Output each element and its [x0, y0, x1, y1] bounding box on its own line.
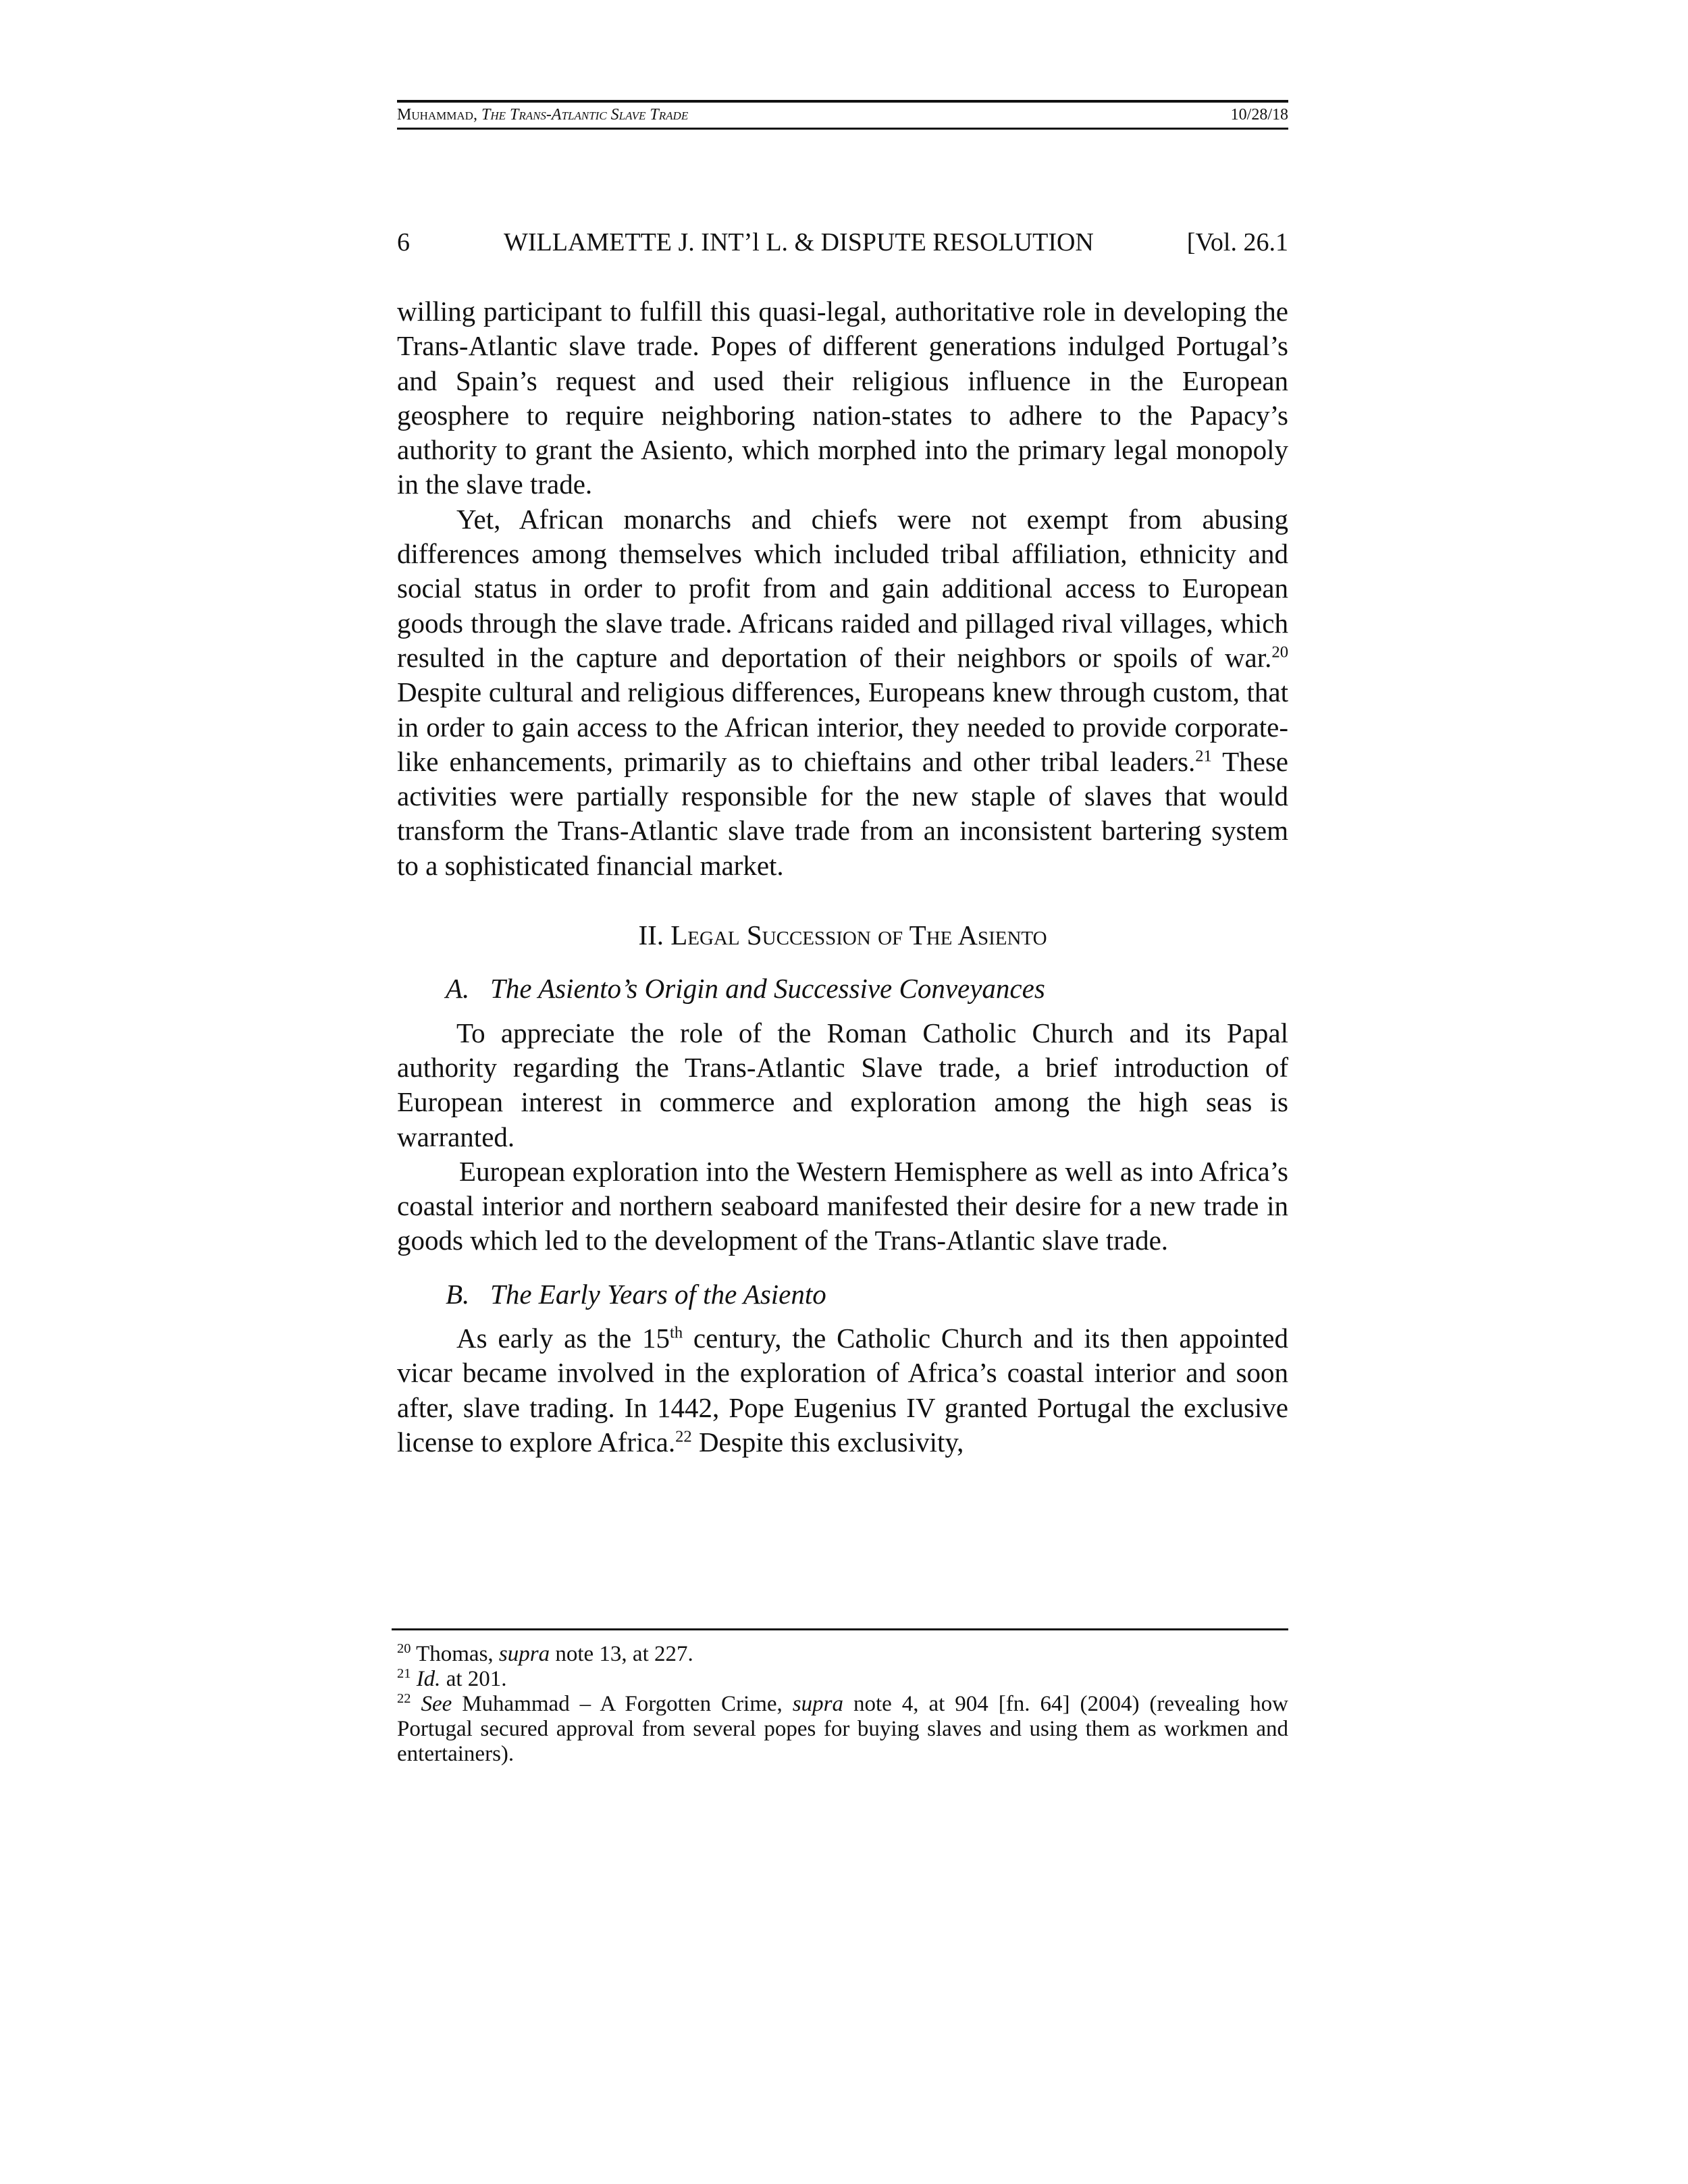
footnote-22: [397, 1692, 1288, 1767]
body-text: [397, 294, 1288, 1460]
superscript-th: th: [669, 1323, 683, 1342]
paragraph-5-text-c: Despite this exclusivity,: [691, 1426, 964, 1458]
footnotes: [397, 1642, 1288, 1767]
footnote-number: 21: [397, 1666, 411, 1681]
footnote-italic: Id.: [416, 1667, 441, 1691]
footnote-ref-21[interactable]: 21: [1195, 747, 1212, 766]
footnote-text: Thomas,: [416, 1642, 499, 1666]
footnote-divider: [392, 1628, 1288, 1630]
footnote-italic: See: [421, 1692, 452, 1716]
page-number: 6: [397, 228, 410, 257]
volume-label: [Vol. 26.1: [1186, 228, 1288, 257]
paragraph-2-text-b: Despite cultural and religious differences, Europeans knew through custom, that in order to gain access to the African interior, they needed to provide corporate-like enhancements, primarily as to chieftains and other tribal leaders.: [397, 676, 1288, 777]
paragraph-2: [397, 502, 1288, 883]
subheading-b: B. The Early Years of the Asiento: [446, 1278, 826, 1310]
running-head-date: 10/28/18: [1230, 106, 1288, 124]
footnote-italic: supra: [498, 1642, 550, 1666]
paragraph-1: willing participant to fulfill this quasi-legal, authoritative role in developing the Trans-Atlantic slave trade. Popes of different generations indulged Portugal’s and Spain’s request and used their religious influence in the European geosphere to require neighboring nation-states to adhere to the Papacy’s authority to grant the Asiento, which morphed into the primary legal monopoly in the slave trade.: [397, 296, 1288, 500]
running-head-article-title: The Trans-Atlantic Slave Trade: [481, 106, 689, 124]
section-heading: II. Legal Succession of The Asiento: [638, 920, 1047, 951]
paragraph-4: European exploration into the Western Hemisphere as well as into Africa’s coastal interior and northern seaboard manifested their desire for a new trade in goods which led to the development of the Trans-Atlantic slave trade.: [397, 1155, 1288, 1256]
footnote-text: Muhammad – A Forgotten Crime,: [452, 1692, 793, 1716]
footnote-number: 22: [397, 1691, 411, 1706]
footnote-italic: supra: [792, 1692, 843, 1716]
subheading-a: A. The Asiento’s Origin and Successive Conveyances: [446, 973, 1045, 1005]
paragraph-2-text-a: Yet, African monarchs and chiefs were not exempt from abusing differences among themselves which included tribal affiliation, ethnicity and social status in order to profit from and gain additional access to European goods through the slave trade. Africans raided and pillaged rival villages, which resulted in the capture and deportation of their neighbors or spoils of war.: [397, 503, 1288, 673]
footnote-ref-22[interactable]: 22: [675, 1427, 692, 1446]
running-head-author: Muhammad,: [397, 106, 481, 124]
paragraph-2-text-c: These activities were partially responsible for the new staple of slaves that would transform the Trans-Atlantic slave trade from an inconsistent bartering system to a sophisticated financial market.: [397, 745, 1288, 881]
paragraph-3: To appreciate the role of the Roman Catholic Church and its Papal authority regarding the Trans-Atlantic Slave trade, a brief introduction of European interest in commerce and exploration among the high seas is warranted.: [397, 1017, 1288, 1152]
footnote-text: at 201.: [440, 1667, 507, 1691]
footnote-text: note 4, at 904 [fn. 64] (2004) (revealing how Portugal secured approval from several popes for buying slaves and using them as workmen and entertainers).: [397, 1692, 1289, 1766]
journal-name: WILLAMETTE J. INT’l L. & DISPUTE RESOLUTION: [504, 228, 1094, 257]
running-head-title: [397, 106, 688, 124]
footnote-number: 20: [397, 1641, 411, 1656]
footnote-20: [397, 1642, 1288, 1667]
footnote-text: note 13, at 227.: [550, 1642, 693, 1666]
footnote-ref-20[interactable]: 20: [1271, 643, 1288, 662]
running-head: [397, 100, 1288, 130]
paragraph-5-text-a: As early as the 15: [456, 1323, 670, 1354]
footnote-21: [397, 1667, 1288, 1692]
page-header: [397, 225, 1288, 259]
paragraph-5-text-b: century, the Catholic Church and its then appointed vicar became involved in the exploration of Africa’s coastal interior and soon after, slave trading. In 1442, Pope Eugenius IV granted Portugal the exclusive license to explore Africa.: [397, 1323, 1289, 1458]
paragraph-5: [397, 1321, 1288, 1460]
